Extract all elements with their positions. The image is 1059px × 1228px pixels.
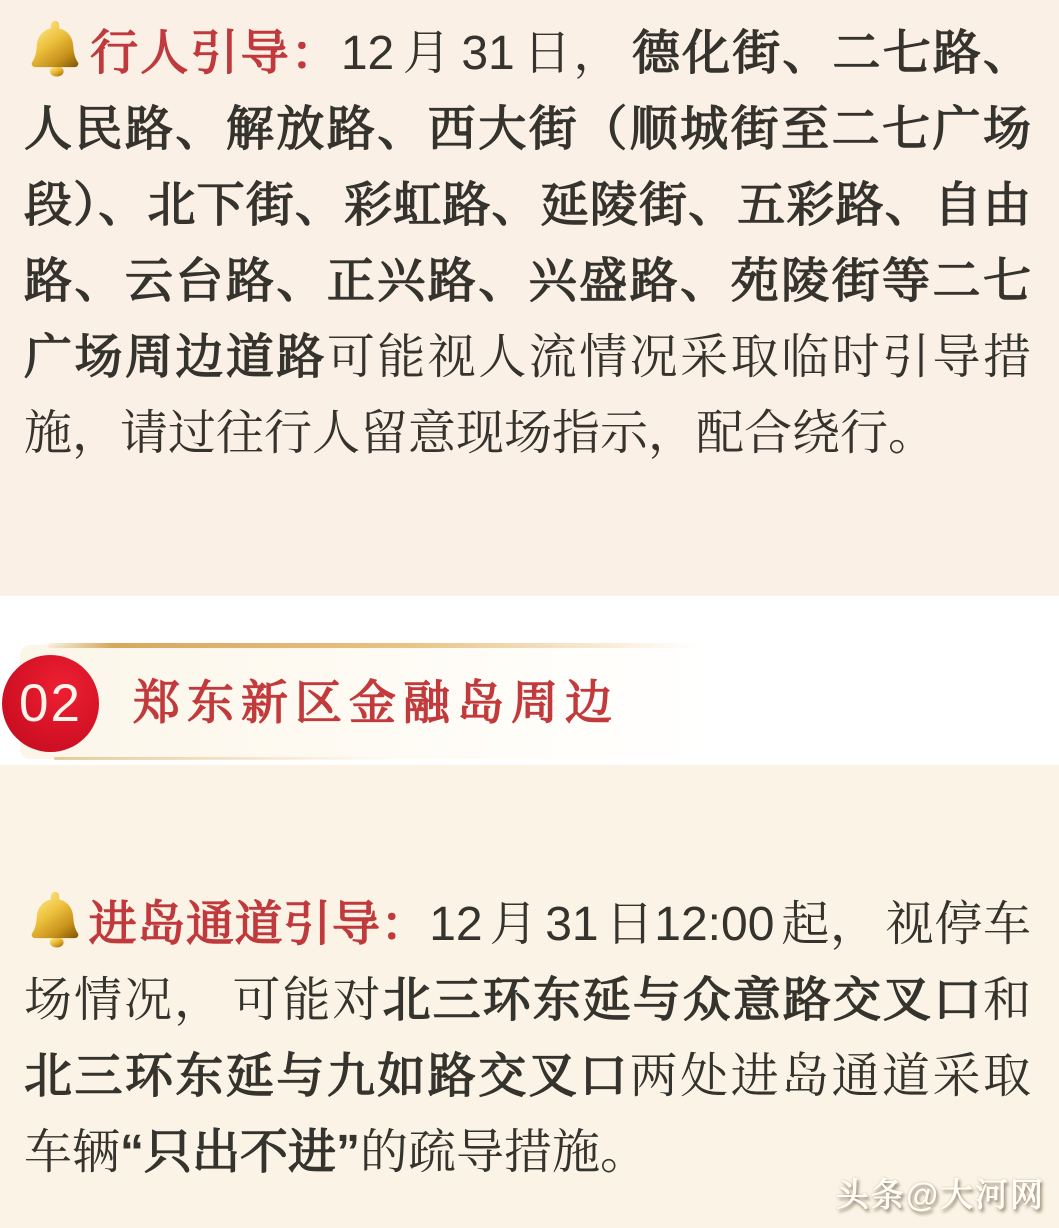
island-access-paragraph xyxy=(0,765,1059,1191)
watermark: 头条@大河网 xyxy=(835,1176,1045,1213)
pedestrian-guidance-paragraph xyxy=(0,0,1059,472)
text-run-policy: “只出不进” xyxy=(120,1126,361,1179)
text-run-1: 12 月 31 日12:00 起， 视停车场情况， 可能对 xyxy=(24,898,1031,1027)
text-run-streets: 德化街、二七路、人民路、解放路、西大街（顺城街至二七广场段）、北下街、彩虹路、延陵街、五彩路、自由路、云台路、正兴路、兴盛路、苑陵街等二七广场周边道路 xyxy=(24,27,1031,384)
bell-icon xyxy=(24,18,86,80)
text-run-date: 12 月 31 日， xyxy=(340,27,632,80)
paragraph-label: 进岛通道引导： xyxy=(88,898,430,951)
bell-icon xyxy=(24,889,86,951)
text-run-junction-1: 北三环东延与众意路交叉口 xyxy=(382,974,983,1027)
section-divider xyxy=(0,643,1059,765)
section-title: 郑东新区金融岛周边 xyxy=(133,676,619,729)
text-run-tail: 可能视人流情况采取临时引导措施，请过往行人留意现场指示，配合绕行。 xyxy=(24,331,1031,460)
section-number-badge xyxy=(2,655,99,752)
island-access-section xyxy=(0,765,1059,1228)
pedestrian-guidance-section xyxy=(0,0,1059,596)
text-run-3: 两处进岛通道采取车辆 xyxy=(24,1050,1031,1179)
paragraph-label: 行人引导： xyxy=(88,27,341,80)
text-run-2: 和 xyxy=(982,974,1031,1027)
section-number: 02 xyxy=(19,674,82,733)
text-run-junction-2: 北三环东延与九如路交叉口 xyxy=(24,1050,630,1103)
text-run-4: 的疏导措施。 xyxy=(360,1126,649,1179)
